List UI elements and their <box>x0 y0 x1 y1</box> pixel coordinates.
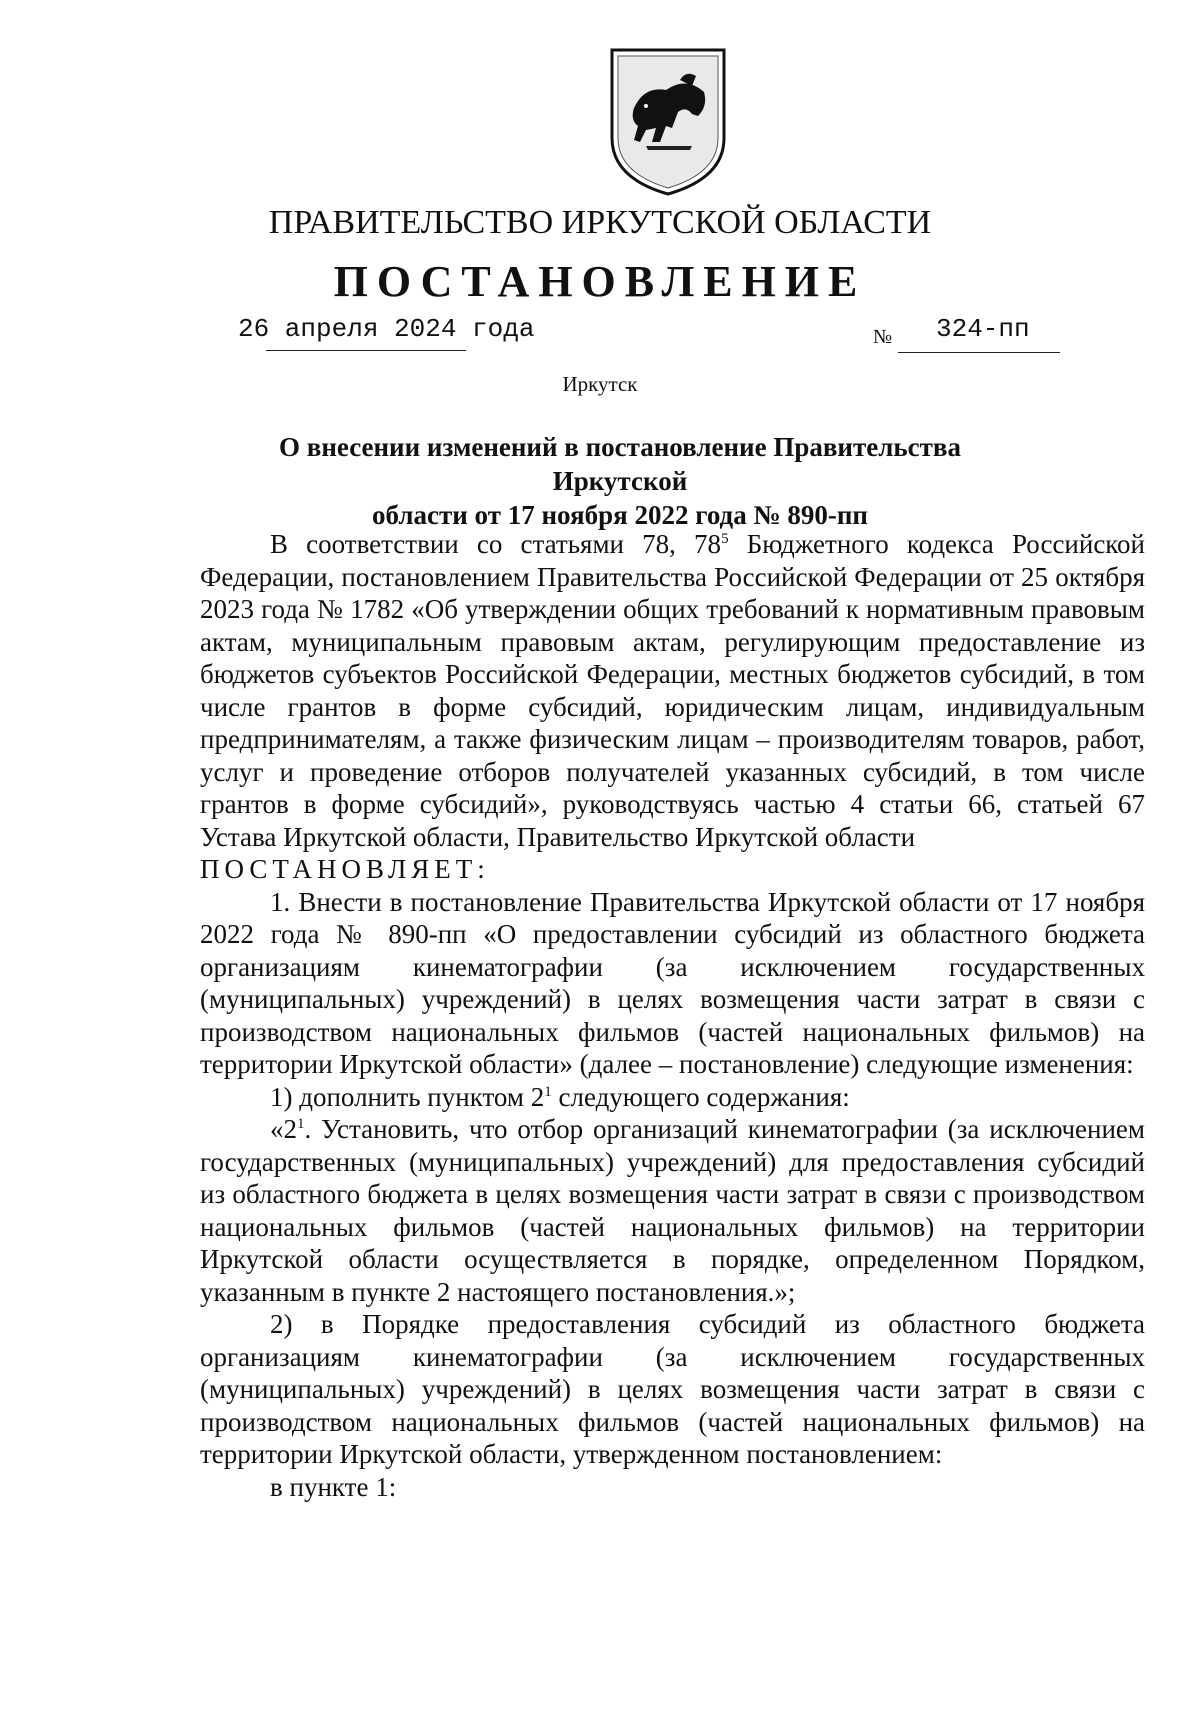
document-body <box>200 528 1145 1503</box>
number-underline <box>898 352 1060 353</box>
preamble-superscript: 5 <box>721 531 729 547</box>
document-title <box>220 430 1020 532</box>
preamble-text-a: В соответствии со статьями 78, 78 <box>270 529 722 559</box>
number-sign: № <box>873 326 893 348</box>
title-line-1: О внесении изменений в постановление Правительства Иркутской <box>279 432 961 496</box>
subitem-1-superscript: 1 <box>544 1083 552 1100</box>
paragraph-subitem-1 <box>200 1081 1145 1114</box>
document-type: ПОСТАНОВЛЕНИЕ <box>333 257 867 306</box>
paragraph-quote <box>200 1113 1145 1308</box>
date-underline <box>266 350 466 351</box>
resolves-heading: ПОСТАНОВЛЯЕТ: <box>200 854 490 884</box>
quote-text-b: . Установить, что отбор организаций кинематографии (за исключением государственных (муниципальных) учреждений) для предоставления субсидий из областного бюджета в целях возмещения части затрат в связи с производством национальных фильмов (частей национальных фильмов) на территории Иркутской области осуществляется в порядке, определенном Порядком, указанным в пункте 2 настоящего постановления.»; <box>200 1114 1145 1307</box>
quote-superscript: 1 <box>297 1116 305 1132</box>
subitem-1-text-a: 1) дополнить пунктом 2 <box>270 1081 545 1112</box>
subitem-1-text-b: следующего содержания: <box>551 1081 850 1112</box>
paragraph-item-1: 1. Внести в постановление Правительства Иркутской области от 17 ноября 2022 года № 890-пп «О предоставлении субсидий из областного бюджета организациям кинематографии (за исключением государственных (муниципальных) учреждений) в целях возмещения части затрат в связи с производством национальных фильмов (частей национальных фильмов) на территории Иркутской области» (далее – постановление) следующие изменения: <box>200 886 1145 1079</box>
document-date: 26 апреля 2024 года <box>238 314 535 344</box>
preamble-text-b: Бюджетного кодекса Российской Федерации, постановлением Правительства Российской Федерации от 25 октября 2023 года № 1782 «Об утверждении общих требований к нормативным правовым актам, муниципальным правовым актам, регулирующим предоставление из бюджетов субъектов Российской Федерации, местных бюджетов субсидий, в том числе грантов в форме субсидий, юридическим лицам, индивидуальным предпринимателям, а также физическим лицам – производителям товаров, работ, услуг и проведение отборов получателей указанных субсидий, в том числе грантов в форме субсидий», руководствуясь частью 4 статьи 66, статьей 67 Устава Иркутской области, Правительство Иркутской области <box>200 529 1145 852</box>
document-number: 324-пп <box>936 314 1030 344</box>
city: Иркутск <box>562 372 638 396</box>
paragraph-preamble <box>200 528 1145 853</box>
government-name: ПРАВИТЕЛЬСТВО ИРКУТСКОЙ ОБЛАСТИ <box>268 204 932 241</box>
coat-of-arms-emblem <box>606 46 730 198</box>
quote-text-a: «2 <box>270 1114 297 1144</box>
paragraph-subitem-2: 2) в Порядке предоставления субсидий из областного бюджета организациям кинематографии (за исключением государственных (муниципальных) учреждений) в целях возмещения части затрат в связи с производством национальных фильмов (частей национальных фильмов) на территории Иркутской области, утвержденном постановлением: <box>200 1309 1145 1469</box>
paragraph-point-1: в пункте 1: <box>270 1471 397 1502</box>
title-line-2: области от 17 ноября 2022 года № 890-пп <box>372 500 868 530</box>
